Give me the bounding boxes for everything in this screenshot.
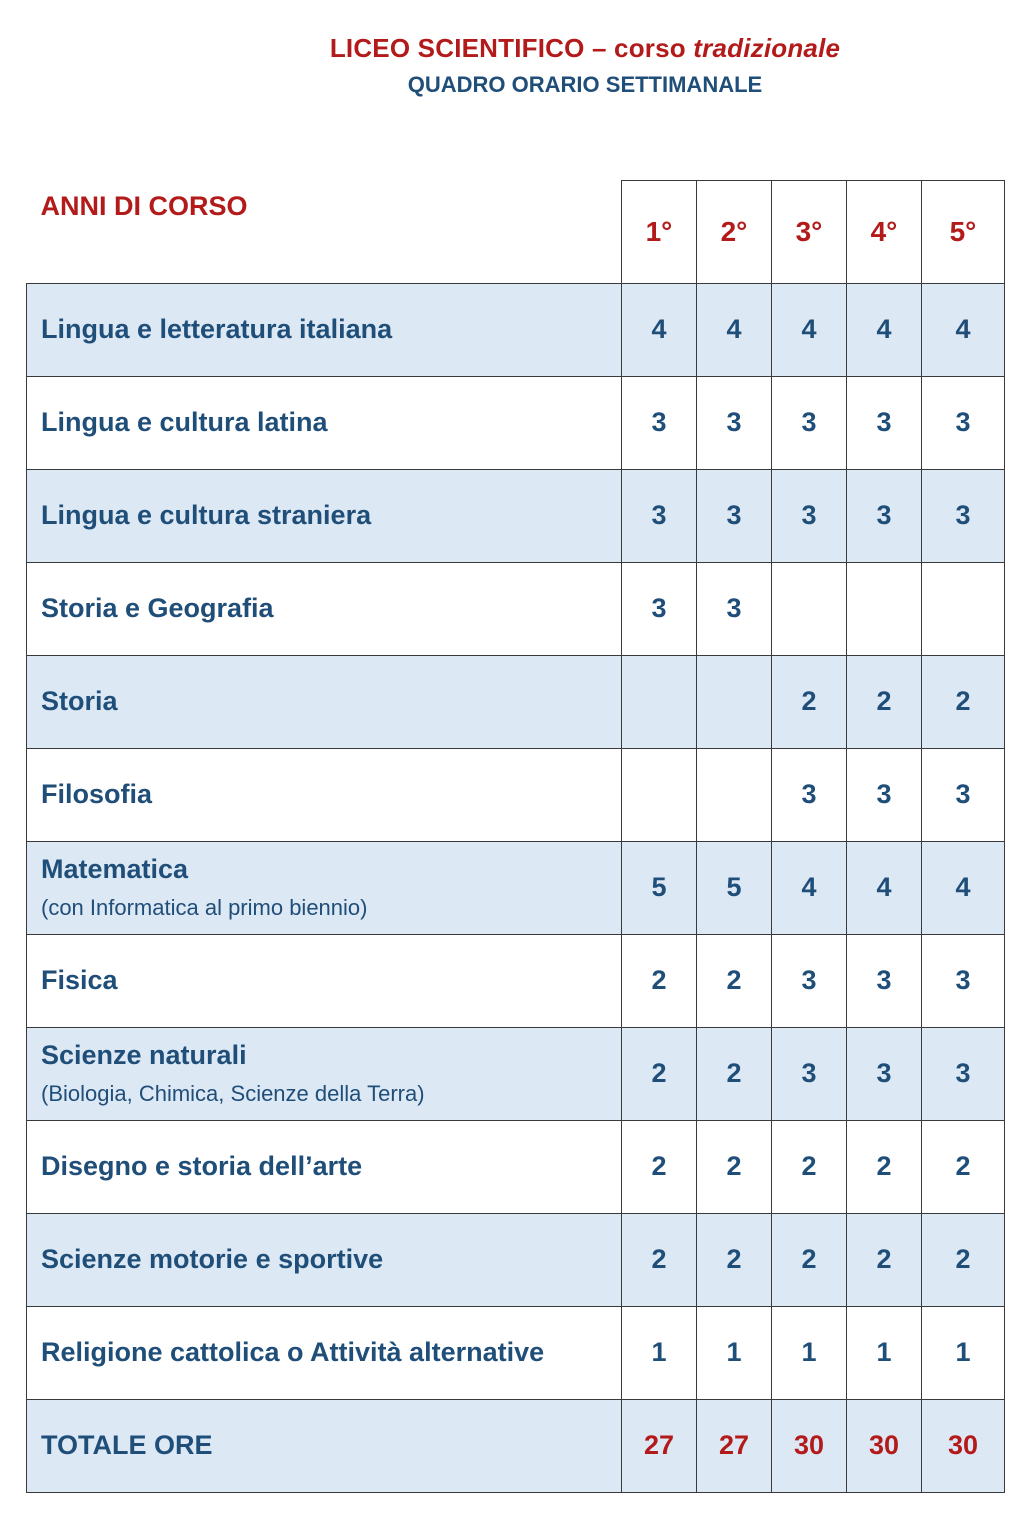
year-header: 4° bbox=[847, 181, 922, 284]
hours-cell bbox=[697, 655, 772, 748]
hours-cell: 4 bbox=[847, 841, 922, 934]
title-italic: tradizionale bbox=[693, 33, 841, 63]
total-hours-cell: 30 bbox=[772, 1399, 847, 1492]
hours-cell: 1 bbox=[622, 1306, 697, 1399]
hours-cell: 3 bbox=[697, 376, 772, 469]
hours-cell: 3 bbox=[622, 562, 697, 655]
hours-cell: 3 bbox=[697, 469, 772, 562]
subject-name: Scienze motorie e sportive bbox=[41, 1244, 384, 1274]
hours-cell: 2 bbox=[922, 655, 1005, 748]
table-row bbox=[27, 655, 1005, 748]
subject-cell bbox=[27, 283, 622, 376]
corner-label: ANNI DI CORSO bbox=[27, 181, 622, 284]
subject-name: Filosofia bbox=[41, 779, 153, 809]
timetable bbox=[26, 180, 1005, 1493]
hours-cell: 3 bbox=[922, 748, 1005, 841]
hours-cell: 3 bbox=[847, 1027, 922, 1120]
subject-name: Lingua e cultura straniera bbox=[41, 500, 372, 530]
subject-name: Lingua e cultura latina bbox=[41, 407, 328, 437]
hours-cell: 2 bbox=[772, 1120, 847, 1213]
hours-cell bbox=[922, 562, 1005, 655]
subject-cell bbox=[27, 469, 622, 562]
table-row bbox=[27, 562, 1005, 655]
hours-cell: 4 bbox=[922, 841, 1005, 934]
hours-cell: 4 bbox=[922, 283, 1005, 376]
total-hours-cell: 30 bbox=[922, 1399, 1005, 1492]
subject-name: Disegno e storia dell’arte bbox=[41, 1151, 363, 1181]
hours-cell: 3 bbox=[697, 562, 772, 655]
hours-cell: 2 bbox=[622, 1027, 697, 1120]
hours-cell bbox=[772, 562, 847, 655]
hours-cell: 2 bbox=[922, 1213, 1005, 1306]
table-row bbox=[27, 1027, 1005, 1120]
hours-cell: 5 bbox=[697, 841, 772, 934]
hours-cell: 2 bbox=[697, 1027, 772, 1120]
hours-cell: 3 bbox=[847, 934, 922, 1027]
hours-cell: 3 bbox=[772, 748, 847, 841]
hours-cell: 3 bbox=[772, 376, 847, 469]
hours-cell: 3 bbox=[622, 376, 697, 469]
hours-cell: 2 bbox=[772, 1213, 847, 1306]
hours-cell: 2 bbox=[772, 655, 847, 748]
hours-cell: 2 bbox=[922, 1120, 1005, 1213]
subject-note: (Biologia, Chimica, Scienze della Terra) bbox=[41, 1081, 425, 1106]
hours-cell: 2 bbox=[697, 1120, 772, 1213]
hours-cell bbox=[697, 748, 772, 841]
hours-cell: 1 bbox=[697, 1306, 772, 1399]
hours-cell: 3 bbox=[772, 934, 847, 1027]
header-row bbox=[27, 181, 1005, 284]
table-row bbox=[27, 748, 1005, 841]
hours-cell: 2 bbox=[697, 934, 772, 1027]
hours-cell: 3 bbox=[772, 1027, 847, 1120]
hours-cell: 2 bbox=[622, 934, 697, 1027]
subject-cell bbox=[27, 376, 622, 469]
total-hours-cell: 30 bbox=[847, 1399, 922, 1492]
hours-cell: 3 bbox=[922, 469, 1005, 562]
hours-cell: 3 bbox=[922, 376, 1005, 469]
table-row bbox=[27, 841, 1005, 934]
hours-cell: 3 bbox=[847, 469, 922, 562]
hours-cell: 2 bbox=[847, 655, 922, 748]
hours-cell: 3 bbox=[922, 1027, 1005, 1120]
total-label: TOTALE ORE bbox=[27, 1399, 622, 1492]
subject-cell bbox=[27, 562, 622, 655]
hours-cell bbox=[622, 655, 697, 748]
year-header: 2° bbox=[697, 181, 772, 284]
table-row bbox=[27, 934, 1005, 1027]
hours-cell: 2 bbox=[622, 1213, 697, 1306]
subject-cell bbox=[27, 1306, 622, 1399]
subject-cell bbox=[27, 1120, 622, 1213]
subject-cell bbox=[27, 1213, 622, 1306]
document-title bbox=[0, 30, 1024, 66]
hours-cell: 3 bbox=[772, 469, 847, 562]
subject-name: Religione cattolica o Attività alternative bbox=[41, 1337, 545, 1367]
subject-cell bbox=[27, 1027, 622, 1120]
document-header bbox=[0, 30, 1024, 100]
table-row bbox=[27, 376, 1005, 469]
table-row bbox=[27, 469, 1005, 562]
subject-cell bbox=[27, 934, 622, 1027]
year-header: 1° bbox=[622, 181, 697, 284]
subject-name: Storia e Geografia bbox=[41, 593, 274, 623]
hours-cell: 2 bbox=[847, 1213, 922, 1306]
table-row bbox=[27, 283, 1005, 376]
hours-cell: 1 bbox=[772, 1306, 847, 1399]
table-row bbox=[27, 1213, 1005, 1306]
total-row bbox=[27, 1399, 1005, 1492]
hours-cell: 3 bbox=[847, 376, 922, 469]
hours-cell bbox=[847, 562, 922, 655]
hours-cell: 1 bbox=[847, 1306, 922, 1399]
hours-cell bbox=[622, 748, 697, 841]
hours-cell: 3 bbox=[922, 934, 1005, 1027]
total-hours-cell: 27 bbox=[622, 1399, 697, 1492]
document-subtitle: QUADRO ORARIO SETTIMANALE bbox=[407, 72, 763, 97]
subject-name: Scienze naturali bbox=[41, 1040, 247, 1070]
hours-cell: 4 bbox=[697, 283, 772, 376]
hours-cell: 4 bbox=[622, 283, 697, 376]
subject-name: Lingua e letteratura italiana bbox=[41, 314, 393, 344]
subject-cell bbox=[27, 748, 622, 841]
hours-cell: 4 bbox=[772, 283, 847, 376]
total-hours-cell: 27 bbox=[697, 1399, 772, 1492]
subject-name: Fisica bbox=[41, 965, 118, 995]
table-row bbox=[27, 1120, 1005, 1213]
subject-note: (con Informatica al primo biennio) bbox=[41, 895, 368, 920]
table-row bbox=[27, 1306, 1005, 1399]
subject-cell bbox=[27, 655, 622, 748]
hours-cell: 1 bbox=[922, 1306, 1005, 1399]
hours-cell: 3 bbox=[622, 469, 697, 562]
title-main: LICEO SCIENTIFICO – corso bbox=[329, 33, 694, 63]
hours-cell: 2 bbox=[697, 1213, 772, 1306]
year-header: 5° bbox=[922, 181, 1005, 284]
subject-name: Storia bbox=[41, 686, 118, 716]
hours-cell: 5 bbox=[622, 841, 697, 934]
subject-cell bbox=[27, 841, 622, 934]
hours-cell: 2 bbox=[622, 1120, 697, 1213]
subject-name: Matematica bbox=[41, 854, 189, 884]
hours-cell: 3 bbox=[847, 748, 922, 841]
year-header: 3° bbox=[772, 181, 847, 284]
hours-cell: 2 bbox=[847, 1120, 922, 1213]
hours-cell: 4 bbox=[772, 841, 847, 934]
hours-cell: 4 bbox=[847, 283, 922, 376]
